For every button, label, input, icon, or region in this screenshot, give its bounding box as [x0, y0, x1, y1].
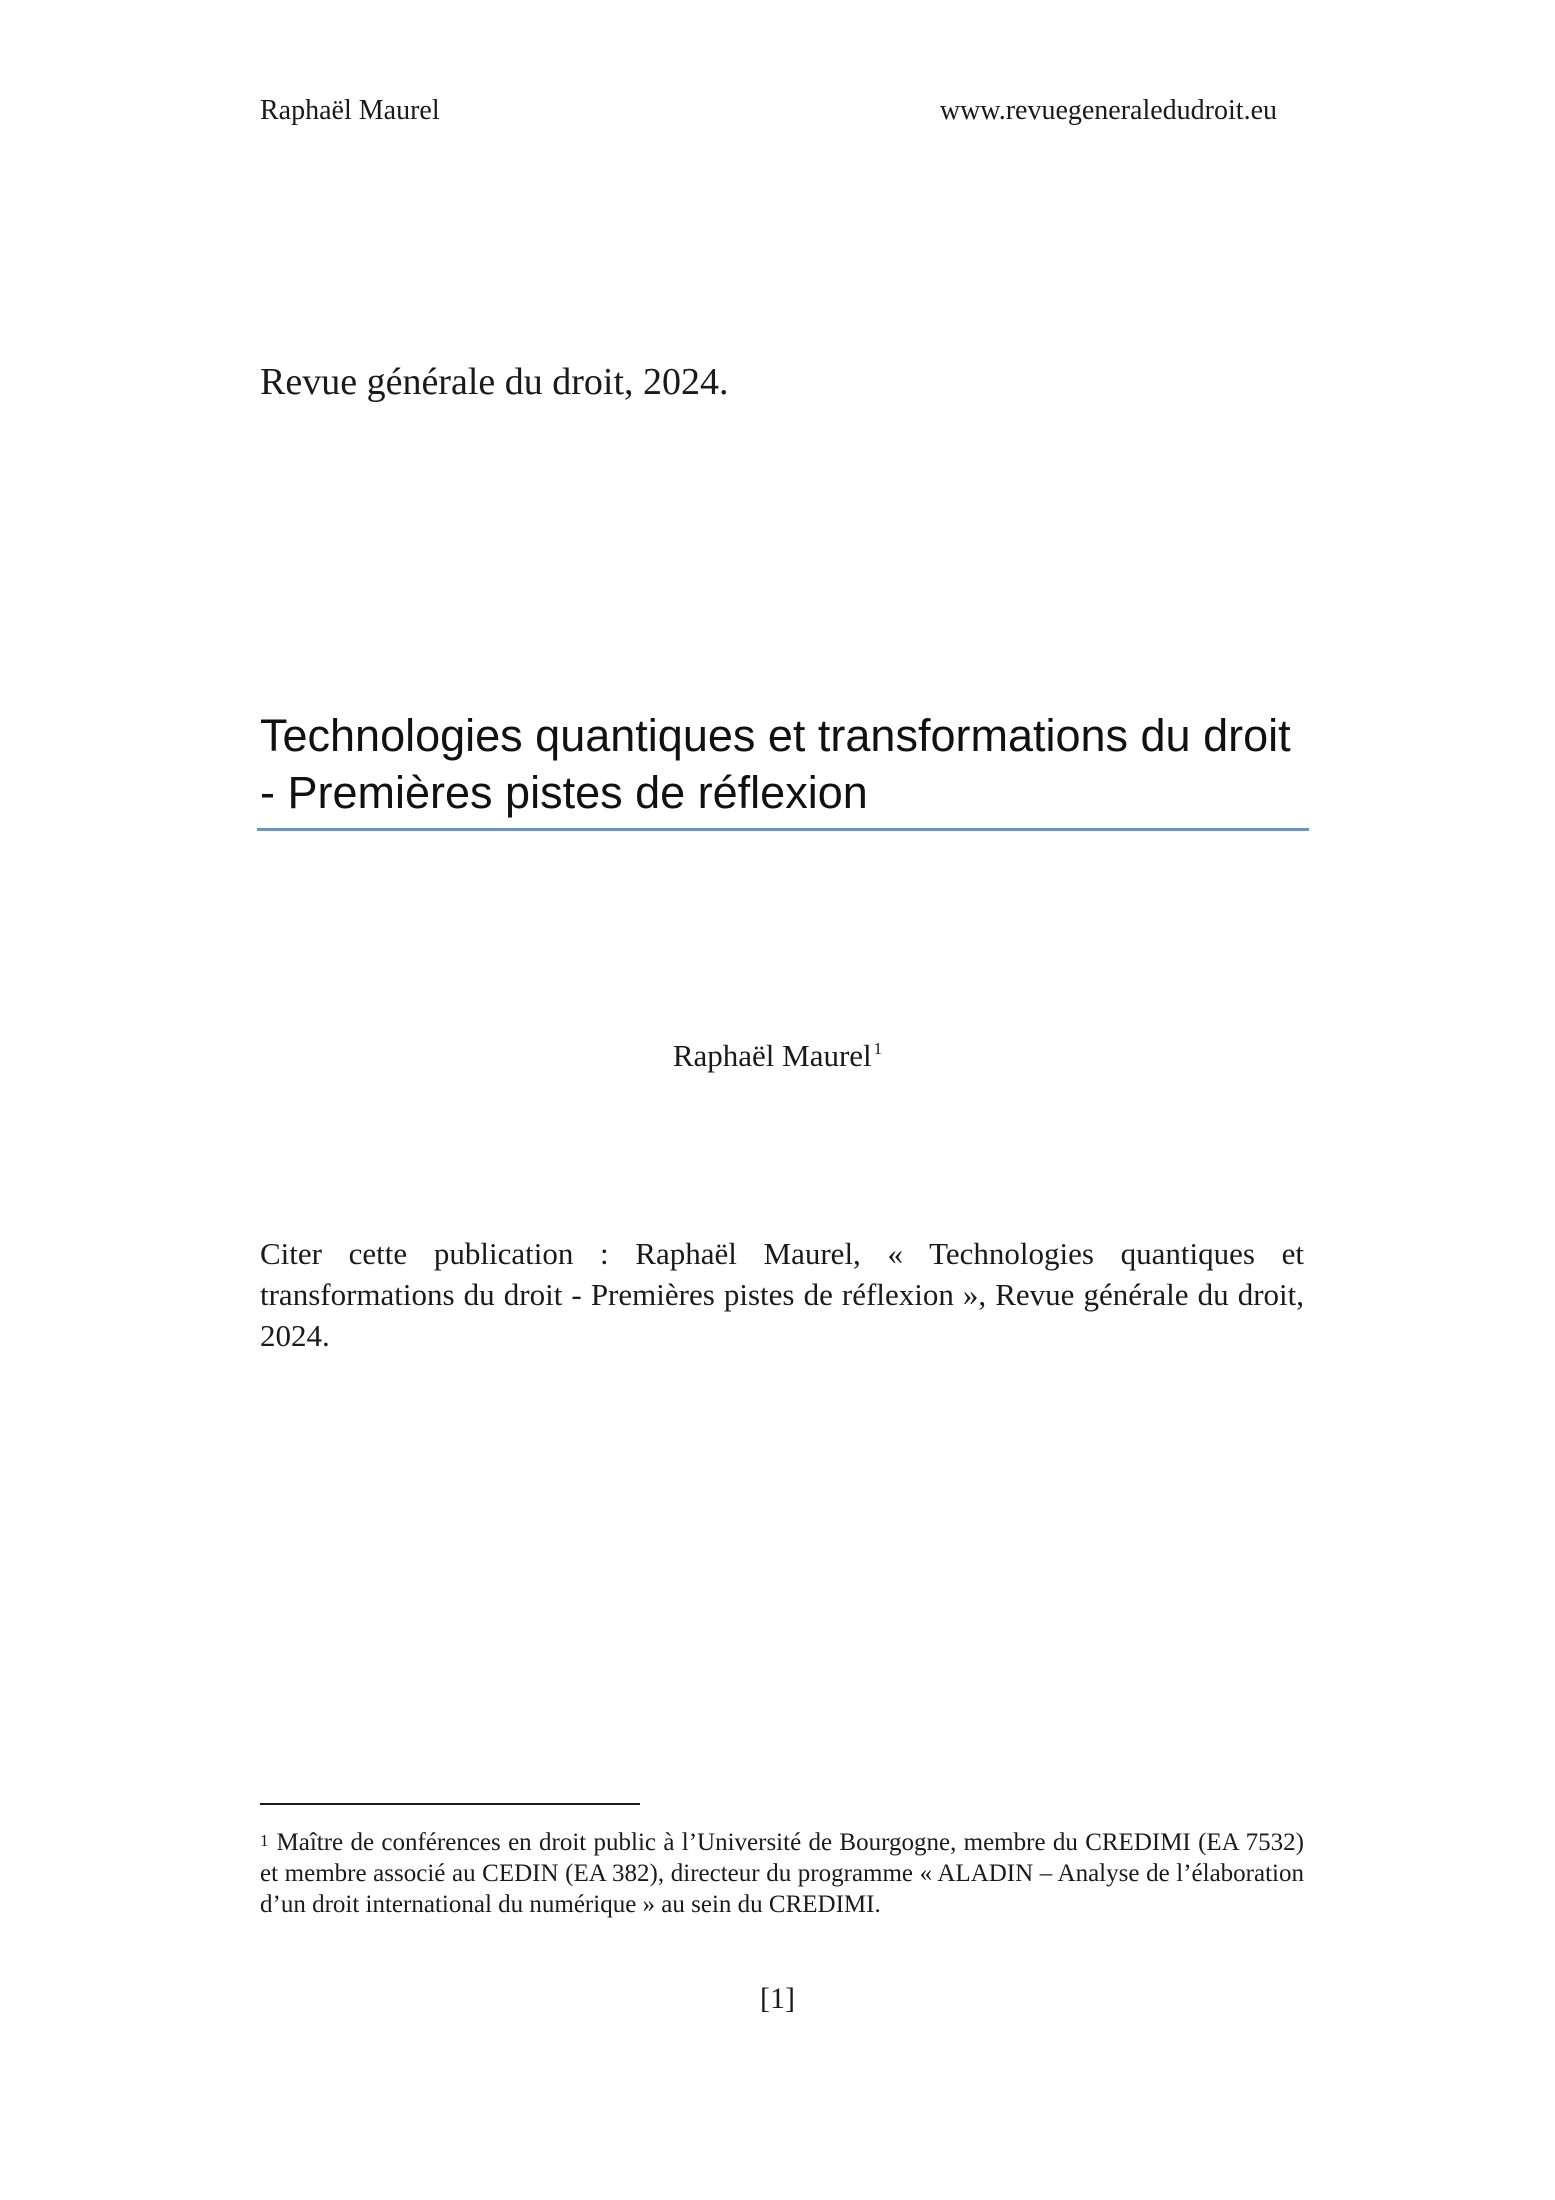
- title-underline: [257, 828, 1309, 831]
- journal-line: Revue générale du droit, 2024.: [260, 361, 729, 403]
- footnote-reference: 1: [873, 1039, 883, 1058]
- author-line: [0, 1036, 1555, 1076]
- article-title: Technologies quantiques et transformations du droit - Premières pistes de réflexion: [260, 710, 1291, 818]
- header-website: www.revuegeneraledudroit.eu: [939, 95, 1277, 126]
- footnote: [260, 1825, 1304, 1920]
- header-author: Raphaël Maurel: [260, 95, 440, 126]
- citation-paragraph: Citer cette publication : Raphaël Maurel, « Technologies quantiques et transformations du droit - Premières pistes de réflexion », Revue générale du droit, 2024.: [260, 1236, 1304, 1353]
- footnote-number: 1: [260, 1831, 269, 1850]
- author-name: Raphaël Maurel: [672, 1038, 872, 1073]
- page-number: [1]: [760, 1982, 795, 2015]
- footnote-text: Maître de conférences en droit public à l’Université de Bourgogne, membre du CREDIMI (EA 7532) et membre associé au CEDIN (EA 382), directeur du programme « ALADIN – Analyse de l’élaboration d’un droit international du numérique » au sein du CREDIMI.: [260, 1829, 1304, 1918]
- footnote-separator: [260, 1803, 640, 1805]
